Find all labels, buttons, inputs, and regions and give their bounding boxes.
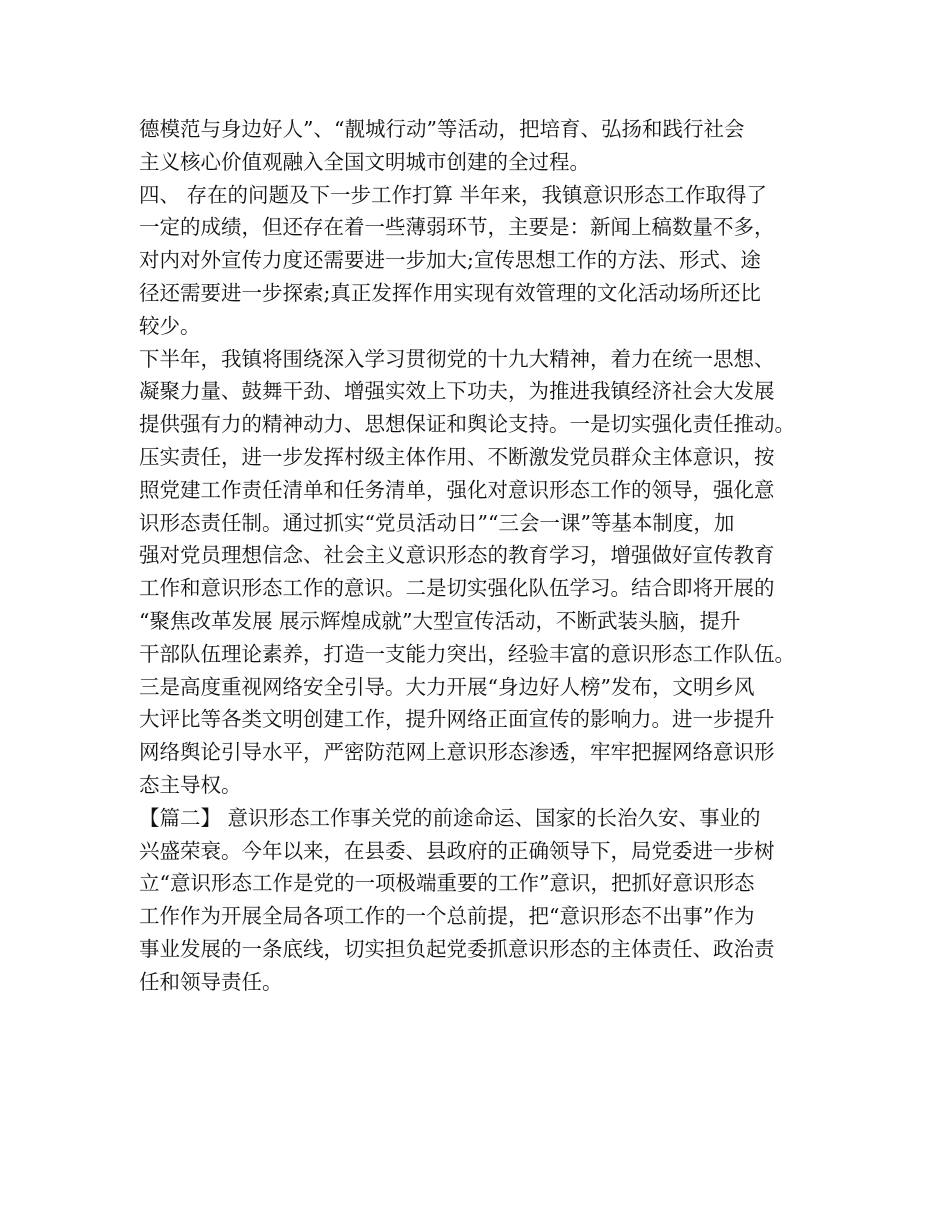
text-line: 较少。: [139, 313, 201, 338]
text-line: 干部队伍理论素养，打造一支能力突出，经验丰富的意识形态工作队伍。: [139, 641, 795, 666]
text-line: 主义核心价值观融入全国文明城市创建的全过程。: [139, 149, 590, 174]
text-line: 三是高度重视网络安全引导。大力开展“身边好人榜”发布，文明乡风: [139, 674, 755, 699]
text-line: 大评比等各类文明创建工作，提升网络正面宣传的影响力。进一步提升: [139, 707, 775, 732]
text-line: 径还需要进一步探索;真正发挥作用实现有效管理的文化活动场所还比: [139, 280, 761, 305]
text-line: 【篇二】 意识形态工作事关党的前途命运、国家的长治久安、事业的: [139, 805, 761, 830]
text-line: 四、 存在的问题及下一步工作打算 半年来，我镇意识形态工作取得了: [139, 182, 768, 207]
text-line: 下半年，我镇将围绕深入学习贯彻党的十九大精神，着力在统一思想、: [139, 346, 775, 371]
text-line: 立“意识形态工作是党的一项极端重要的工作”意识，把抓好意识形态: [139, 871, 755, 896]
text-line: 任和领导责任。: [139, 969, 283, 994]
text-line: 强对党员理想信念、社会主义意识形态的教育学习，增强做好宣传教育: [139, 543, 775, 568]
text-line: 兴盛荣衰。今年以来，在县委、县政府的正确领导下，局党委进一步树: [139, 838, 775, 863]
text-line: 压实责任，进一步发挥村级主体作用、不断激发党员群众主体意识，按: [139, 444, 775, 469]
text-line: 态主导权。: [139, 772, 242, 797]
document-body: [139, 113, 819, 999]
text-line: 凝聚力量、鼓舞干劲、增强实效上下功夫，为推进我镇经济社会大发展: [139, 379, 775, 404]
text-line: 工作作为开展全局各项工作的一个总前提，把“意识形态不出事”作为: [139, 904, 755, 929]
text-line: 德模范与身边好人”、“靓城行动”等活动，把培育、弘扬和践行社会: [139, 117, 745, 141]
text-line: 识形态责任制。通过抓实“党员活动日”“三会一课”等基本制度，加: [139, 510, 735, 535]
text-line: 提供强有力的精神动力、思想保证和舆论支持。一是切实强化责任推动。: [139, 412, 795, 437]
text-line: 工作和意识形态工作的意识。二是切实强化队伍学习。结合即将开展的: [139, 576, 775, 601]
text-line: “聚焦改革发展 展示辉煌成就”大型宣传活动，不断武装头脑，提升: [139, 608, 741, 633]
text-line: 事业发展的一条底线，切实担负起党委抓意识形态的主体责任、政治责: [139, 936, 775, 961]
text-line: 一定的成绩，但还存在着一些薄弱环节，主要是：新闻上稿数量不多，: [139, 215, 775, 240]
text-line: 网络舆论引导水平，严密防范网上意识形态渗透，牢牢把握网络意识形: [139, 740, 775, 765]
text-line: 对内对外宣传力度还需要进一步加大;宣传思想工作的方法、形式、途: [139, 248, 761, 273]
text-line: 照党建工作责任清单和任务清单，强化对意识形态工作的领导，强化意: [139, 477, 775, 502]
